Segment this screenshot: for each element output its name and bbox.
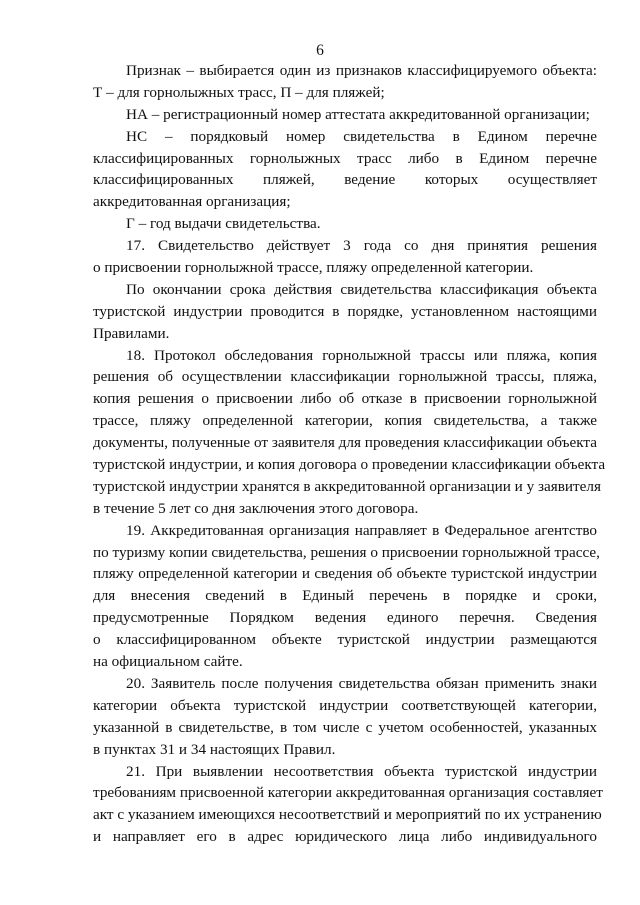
text-line: 20. Заявитель после получения свидетельства обязан применить знаки bbox=[126, 674, 597, 692]
text-line: 19. Аккредитованная организация направляет в Федеральное агентство bbox=[126, 521, 597, 539]
text-line: НС – порядковый номер свидетельства в Едином перечне bbox=[126, 127, 597, 145]
text-line: копия решения о присвоении либо об отказе в присвоении горнолыжной bbox=[93, 390, 597, 408]
text-line: классифицированных пляжей, ведение которых осуществляет bbox=[93, 171, 597, 189]
text-line: решения об осуществлении классификации горнолыжной трассы, пляжа, bbox=[93, 368, 597, 386]
text-line: пляжу определенной категории и сведения об объекте туристской индустрии bbox=[93, 565, 597, 583]
text-line: в пунктах 31 и 34 настоящих Правил. bbox=[93, 740, 336, 758]
text-line: предусмотренные Порядком ведения единого перечня. Сведения bbox=[93, 609, 597, 627]
text-line: аккредитованная организация; bbox=[93, 193, 291, 211]
text-line: акт с указанием имеющихся несоответствий и мероприятий по их устранению bbox=[93, 806, 602, 824]
text-line: Т – для горнолыжных трасс, П – для пляжей; bbox=[93, 83, 385, 101]
text-line: требованиям присвоенной категории аккредитованная организация составляет bbox=[93, 784, 603, 802]
text-line: Признак – выбирается один из признаков классифицируемого объекта: bbox=[126, 62, 597, 79]
text-line: трассе, пляжу определенной категории, копия свидетельства, а также bbox=[93, 412, 597, 430]
text-line: Г – год выдачи свидетельства. bbox=[126, 215, 321, 233]
text-line: 21. При выявлении несоответствия объекта туристской индустрии bbox=[126, 762, 597, 780]
text-line: туристской индустрии, и копия договора о проведении классификации объекта bbox=[93, 456, 606, 474]
document-body bbox=[93, 60, 606, 848]
text-line: для внесения сведений в Единый перечень в порядке и сроки, bbox=[93, 587, 597, 605]
text-line: Правилами. bbox=[93, 324, 170, 342]
text-line: категории объекта туристской индустрии соответствующей категории, bbox=[93, 696, 597, 714]
text-line: НА – регистрационный номер аттестата аккредитованной организации; bbox=[126, 105, 590, 123]
text-line: на официальном сайте. bbox=[93, 653, 243, 671]
text-line: классифицированных горнолыжных трасс либо в Едином перечне bbox=[93, 149, 597, 167]
text-line: туристской индустрии хранятся в аккредитованной организации и у заявителя bbox=[93, 477, 601, 495]
text-line: в течение 5 лет со дня заключения этого договора. bbox=[93, 499, 419, 517]
text-line: о присвоении горнолыжной трассе, пляжу определенной категории. bbox=[93, 259, 534, 277]
page-number: 6 bbox=[316, 42, 324, 59]
text-line: о классифицированном объекте туристской индустрии размещаются bbox=[93, 631, 597, 649]
text-line: По окончании срока действия свидетельства классификация объекта bbox=[126, 280, 597, 298]
text-line: и направляет его в адрес юридического лица либо индивидуального bbox=[93, 828, 597, 846]
text-line: документы, полученные от заявителя для проведения классификации объекта bbox=[93, 434, 597, 452]
text-line: указанной в свидетельстве, в том числе с учетом особенностей, указанных bbox=[93, 718, 597, 736]
text-line: по туризму копии свидетельства, решения о присвоении горнолыжной трассе, bbox=[93, 543, 600, 561]
text-line: 18. Протокол обследования горнолыжной трассы или пляжа, копия bbox=[126, 346, 597, 364]
text-line: туристской индустрии проводится в порядке, установленном настоящими bbox=[93, 302, 597, 320]
text-line: 17. Свидетельство действует 3 года со дня принятия решения bbox=[126, 237, 597, 255]
